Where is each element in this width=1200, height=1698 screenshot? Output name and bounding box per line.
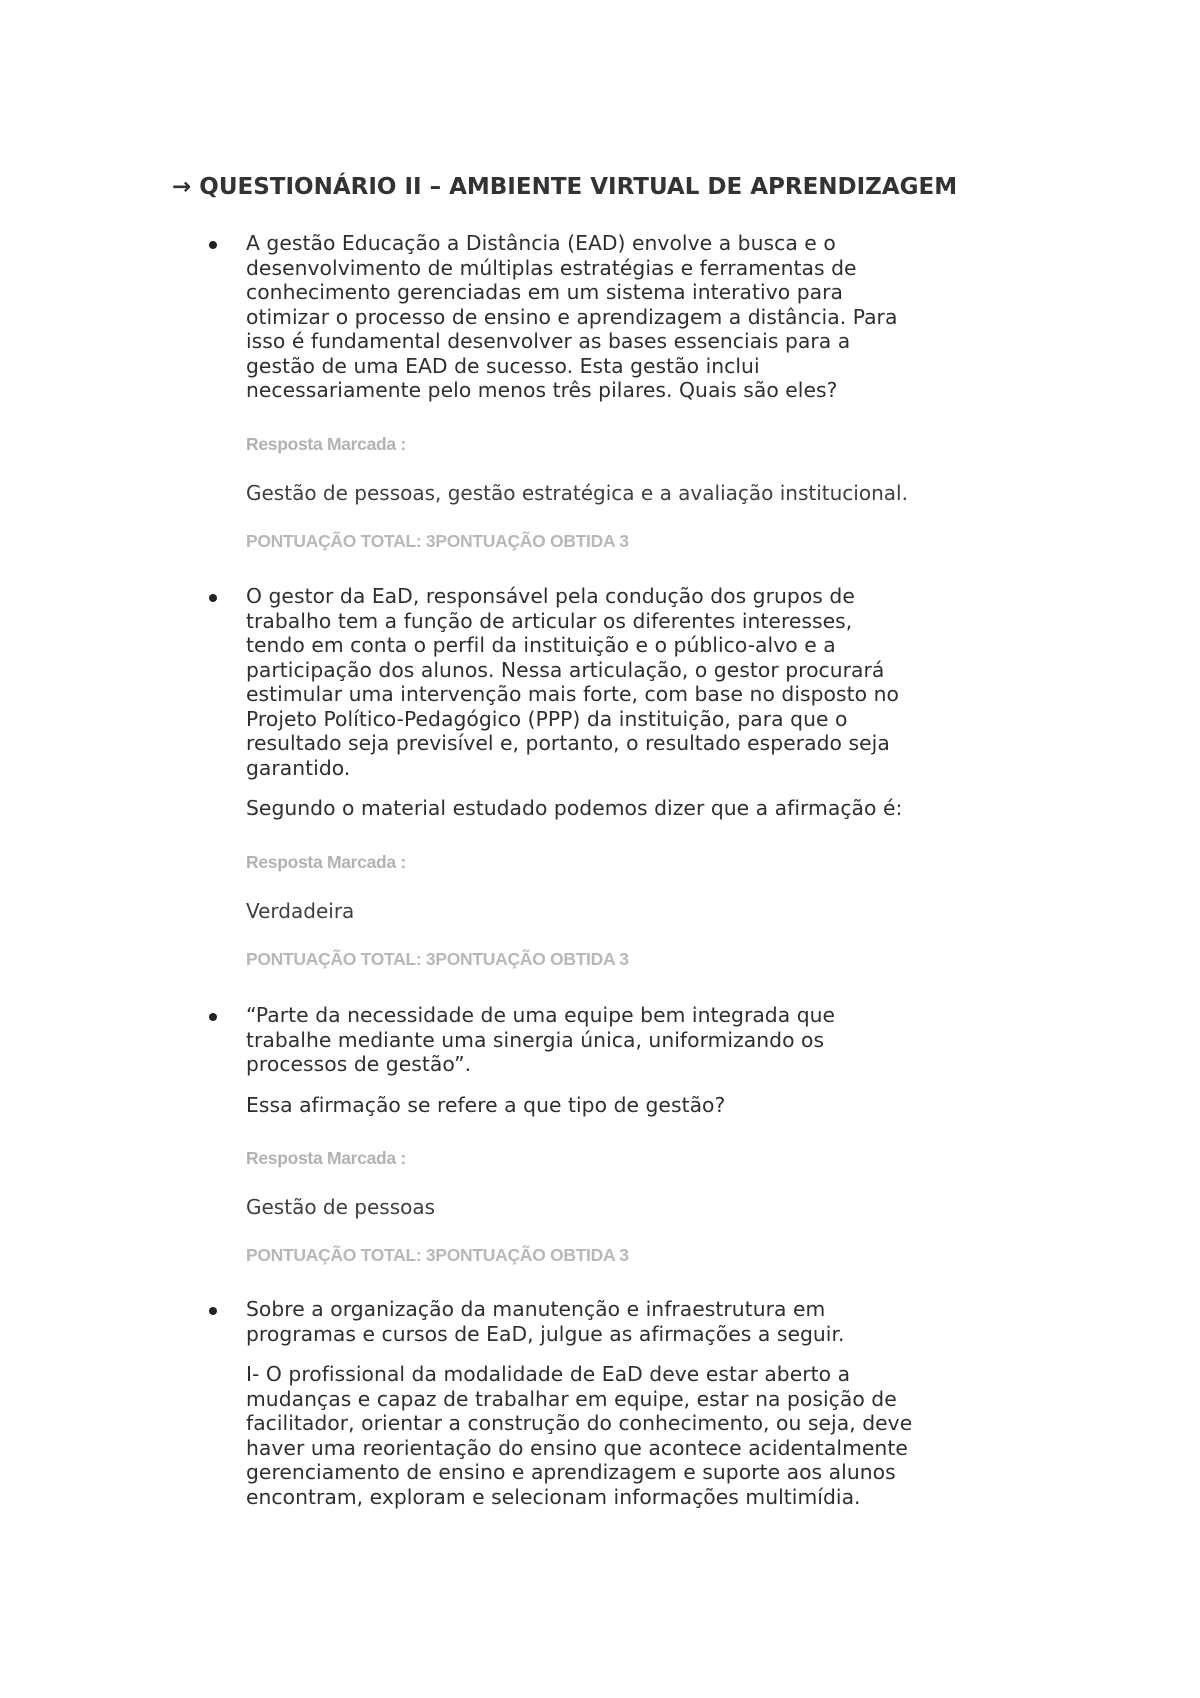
bullet-icon [209,1307,217,1315]
question-item [246,584,1046,970]
question-text: “Parte da necessidade de uma equipe bem integrada que trabalhe mediante uma sinergia única, uniformizando os processos de gestão”. [246,1003,836,1076]
marked-answer: Gestão de pessoas [246,1195,436,1219]
question-prompt: Segundo o material estudado podemos dizer que a afirmação é: [246,796,903,820]
question-prompt: Essa afirmação se refere a que tipo de gestão? [246,1092,726,1117]
bullet-icon [209,241,217,249]
question-item [246,1003,1046,1266]
question-item [246,231,1046,552]
question-text: Sobre a organização da manutenção e infraestrutura em programas e cursos de EaD, julgue as afirmações a seguir. [246,1297,845,1346]
answer-label: Resposta Marcada : [246,1148,406,1168]
answer-label: Resposta Marcada : [246,851,406,872]
question-item [246,1297,1046,1509]
score-line: PONTUAÇÃO TOTAL: 3PONTUAÇÃO OBTIDA 3 [246,948,629,969]
question-text: O gestor da EaD, responsável pela condução dos grupos de trabalho tem a função de articular os diferentes interesses, tendo em conta o perfil da instituição e o público-alvo e a participação dos alunos. Nessa articulação, o gestor procurará estimular uma intervenção mais forte, com base no disposto no Projeto Político-Pedagógico (PPP) da instituição, para que o resultado seja previsível e, portanto, o resultado esperado seja garantido. [246,584,899,780]
answer-label: Resposta Marcada : [246,433,406,454]
marked-answer: Gestão de pessoas, gestão estratégica e a avaliação institucional. [246,480,908,505]
bullet-icon [209,594,217,602]
question-statement: I- O profissional da modalidade de EaD deve estar aberto a mudanças e capaz de trabalhar em equipe, estar na posição de facilitador, orientar a construção do conhecimento, ou seja, deve haver uma reorientação do ensino que acontece acidentalmente gerenciamento de ensino e aprendizagem e suporte aos alunos encontram, exploram e selecionam informações multimídia. [246,1362,913,1509]
score-line: PONTUAÇÃO TOTAL: 3PONTUAÇÃO OBTIDA 3 [246,530,629,551]
score-line: PONTUAÇÃO TOTAL: 3PONTUAÇÃO OBTIDA 3 [246,1245,629,1265]
document-title: → QUESTIONÁRIO II – AMBIENTE VIRTUAL DE APRENDIZAGEM [172,174,958,200]
bullet-icon [209,1013,217,1021]
question-text: A gestão Educação a Distância (EAD) envolve a busca e o desenvolvimento de múltiplas estratégias e ferramentas de conhecimento gerenciadas em um sistema interativo para otimizar o processo de ensino e aprendizagem a distância. Para isso é fundamental desenvolver as bases essenciais para a gestão de uma EAD de sucesso. Esta gestão inclui necessariamente pelo menos três pilares. Quais são eles? [246,231,898,402]
marked-answer: Verdadeira [246,898,355,923]
